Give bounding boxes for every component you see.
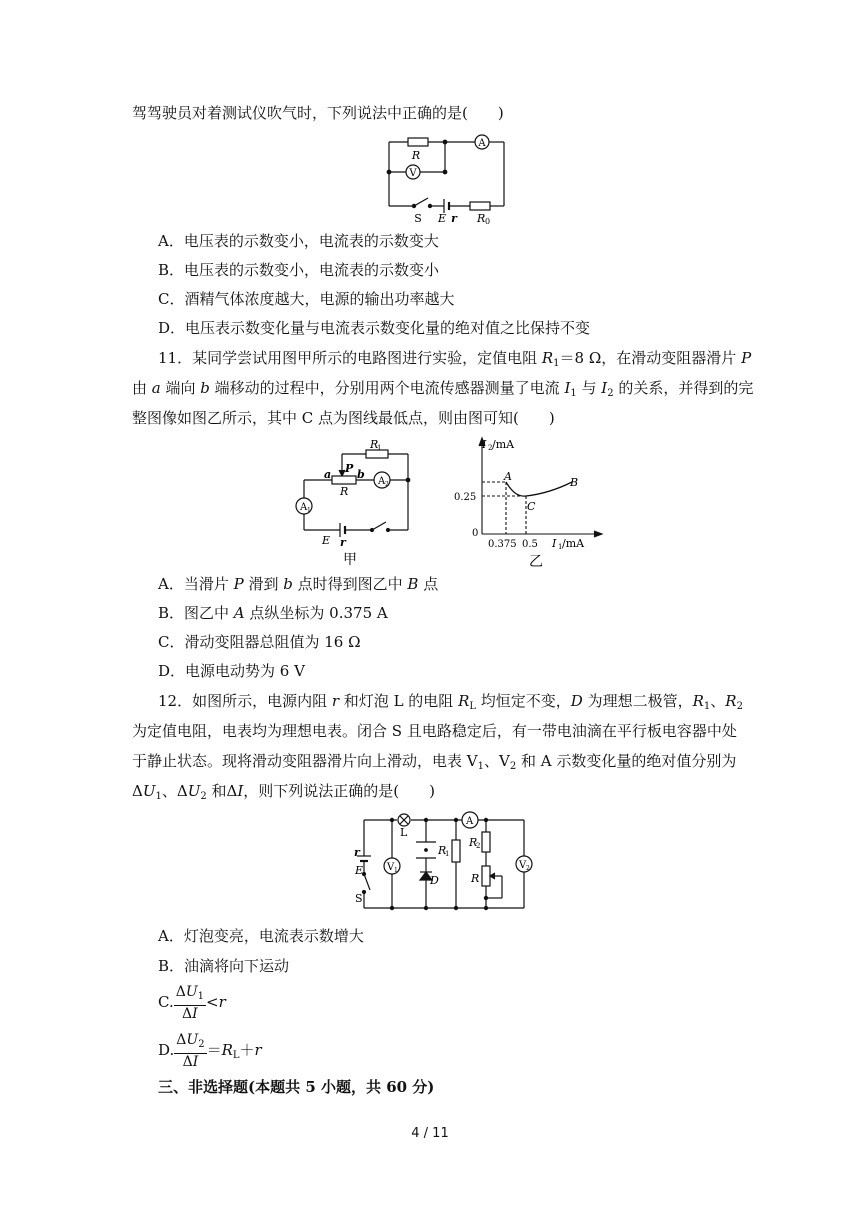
q12-label-R1: R	[438, 844, 447, 857]
q12-option-c-fraction: $\frac{\Delta U_1}{\Delta I}$	[175, 984, 205, 1022]
q11-option-b: B．图乙中 A 点纵坐标为 0.375 A	[158, 604, 388, 622]
q12-label-R2: R	[469, 836, 478, 849]
q12-label-E: E	[355, 864, 364, 877]
q12-label-V1-sub: 1	[394, 867, 398, 874]
q12-option-c: C. $\frac{\Delta U_1}{\Delta I}$ <r	[158, 984, 226, 1022]
q11-yi-xlabel: I	[552, 537, 557, 550]
q11-yi-origin: 0	[472, 528, 479, 539]
q10-label-voltmeter: V	[409, 168, 417, 179]
q10-option-d: D．电压表示数变化量与电流表示数变化量的绝对值之比保持不变	[158, 319, 591, 337]
q11-circuit-jia	[294, 438, 419, 568]
q10-label-emf: E	[437, 212, 447, 225]
q11-yi-ylabel-unit: /mA	[492, 438, 515, 451]
q11-yi-xtick1: 0.375	[488, 539, 517, 550]
q11-yi-point-C: C	[527, 500, 536, 513]
q12-stem-line3: 于静止状态。现将滑动变阻器滑片向上滑动，电表 $V_1$、$V_2$ 和 A 示数变化量的绝对值分别为	[132, 752, 737, 772]
section-3-heading: 三、非选择题(本题共 5 小题，共 60 分)	[158, 1078, 435, 1096]
q10-option-a: A．电压表的示数变小，电流表的示数变大	[158, 232, 439, 250]
page-number: 4 / 11	[411, 1126, 449, 1141]
q12-label-r: r	[354, 846, 360, 859]
q10-option-c: C．酒精气体浓度越大，电源的输出功率越大	[158, 290, 455, 308]
q11-jia-E: E	[322, 534, 331, 547]
q11-graph-yi	[448, 434, 608, 569]
q11-jia-R1: R	[370, 438, 379, 451]
q10-label-r: r	[451, 212, 457, 225]
q12-label-ammeter: A	[466, 816, 474, 827]
q11-jia-A2: A	[378, 476, 386, 487]
q11-yi-point-B: B	[570, 476, 579, 489]
q11-yi-xtick2: 0.5	[522, 539, 538, 550]
q12-option-a: A．灯泡变亮，电流表示数增大	[158, 927, 364, 945]
q12-label-V1: V	[387, 862, 395, 873]
q10-option-b: B．电压表的示数变小，电流表的示数变小	[158, 261, 440, 279]
q11-stem-line2: 由 a 端向 b 端移动的过程中，分别用两个电流传感器测量了电流 $I_1$ 与 $I_2$ 的关系，并得到的完	[132, 379, 754, 399]
q11-yi-point-A: A	[504, 470, 512, 483]
q12-label-R1-sub: 1	[445, 850, 450, 858]
q12-circuit-diagram	[352, 812, 532, 912]
q11-jia-R: R	[340, 485, 349, 498]
q11-option-d: D．电源电动势为 6 V	[158, 662, 305, 680]
q11-jia-b: b	[357, 468, 365, 481]
q12-label-D: D	[430, 874, 439, 887]
q11-jia-A1: A	[300, 502, 308, 513]
q12-option-d: D. $\frac{\Delta U_2}{\Delta I}$ $=R_L+r$	[158, 1032, 262, 1070]
q11-jia-caption: 甲	[343, 552, 357, 568]
q12-label-S: S	[355, 892, 363, 905]
q11-option-c: C．滑动变阻器总阻值为 16 Ω	[158, 633, 361, 651]
q12-label-R2-sub: 2	[476, 842, 481, 850]
q12-stem-line1: 12．如图所示，电源内阻 r 和灯泡 L 的电阻 $R_L$ 均恒定不变，D 为理想二极管，$R_1$、$R_2$	[158, 692, 743, 712]
q10-label-R: R	[411, 149, 421, 162]
q10-stem: 驾驾驶员对着测试仪吹气时，下列说法中正确的是( )	[132, 104, 504, 122]
q10-label-switch: S	[414, 212, 422, 225]
q12-label-L: L	[400, 826, 408, 839]
q12-stem-line2: 为定值电阻，电表均为理想电表。闭合 S 且电路稳定后，有一带电油滴在平行板电容器中处	[132, 722, 737, 740]
q10-label-R0: R	[477, 212, 486, 225]
q12-label-V2-sub: 2	[526, 865, 530, 872]
q11-stem-line1: 11．某同学尝试用图甲所示的电路图进行实验，定值电阻 $R_1=8$ Ω，在滑动变阻器滑片 P	[158, 349, 752, 369]
q11-yi-caption: 乙	[529, 554, 543, 570]
q12-label-V2: V	[519, 860, 527, 871]
q11-jia-a: a	[324, 468, 332, 481]
q11-jia-P: P	[345, 462, 354, 475]
q11-jia-R1-sub: 1	[377, 444, 382, 452]
q12-option-b: B．油滴将向下运动	[158, 957, 290, 975]
q11-yi-xlabel-unit: /mA	[562, 537, 585, 550]
q10-label-R0-sub: 0	[485, 217, 491, 226]
q12-label-R: R	[471, 872, 480, 885]
q11-yi-ytick: 0.25	[454, 492, 477, 503]
q11-jia-A2-sub: 2	[385, 481, 389, 488]
q11-stem-line3: 整图像如图乙所示，其中 C 点为图线最低点，则由图可知( )	[132, 409, 555, 427]
q11-yi-ylabel-sub: 2	[488, 444, 493, 452]
q11-jia-r: r	[340, 536, 346, 549]
q10-label-ammeter: A	[478, 138, 486, 149]
q11-jia-A1-sub: 1	[307, 507, 311, 514]
q12-stem-line4: $\Delta U_1$、$\Delta U_2$ 和ΔI，则下列说法正确的是( )	[132, 782, 436, 802]
q10-circuit-diagram	[388, 134, 508, 224]
q11-option-a: A．当滑片 P 滑到 b 点时得到图乙中 B 点	[158, 575, 439, 593]
q11-yi-xlabel-sub: 1	[558, 543, 563, 551]
q11-yi-ylabel: I	[482, 438, 487, 451]
q12-option-d-fraction: $\frac{\Delta U_2}{\Delta I}$	[176, 1032, 205, 1070]
